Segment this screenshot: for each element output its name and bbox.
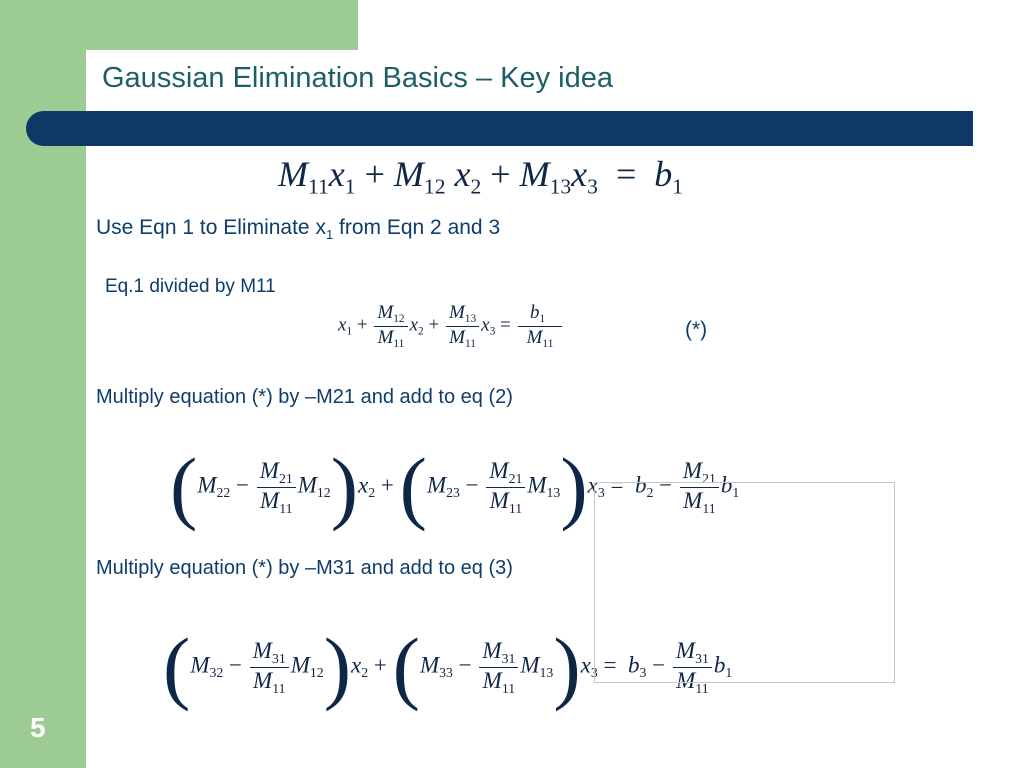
fraction-m13-m11: $\frac{M_{13}}{M_{11}}$ — [446, 302, 479, 351]
eq1-divided-label: Eq.1 divided by M11 — [105, 276, 276, 297]
use-eqn-label: Use Eqn 1 to Eliminate x — [96, 216, 326, 239]
fraction-m31-m11-a: $\frac{M_{31}}{M_{11}}$ — [250, 638, 289, 696]
equation-row-3: ($M_{32}$ − $\frac{M_{31}}{M_{11}}$ $M_{12})x_2 + (M_{33}$ − $\frac{M_{31}}{M_{11}}$ $M_{13})x_3 = b_3$ − $\frac{M_{31}}{M_{11}}$ $b_1$ — [163, 621, 733, 712]
title-underline-bar — [26, 111, 973, 146]
equation-1: $M_{11}x_1 + M_{12}$ $x_2 + M_{13}x_3 = b_1$ — [278, 154, 684, 199]
fraction-m21-m11-b: $\frac{M_{21}}{M_{11}}$ — [486, 458, 525, 516]
slide-top-band — [0, 0, 358, 50]
fraction-m21-m11-a: $\frac{M_{21}}{M_{11}}$ — [257, 458, 296, 516]
fraction-m31-m11-b: $\frac{M_{31}}{M_{11}}$ — [479, 638, 518, 696]
fraction-m31-m11-c: $\frac{M_{31}}{M_{11}}$ — [673, 638, 712, 696]
fraction-m12-m11: $\frac{M_{12}}{M_{11}}$ — [374, 302, 407, 351]
fraction-b1-m11: $\frac{b_1}{M_{11}}$ — [518, 302, 563, 351]
use-eqn-text — [96, 216, 500, 242]
star-label: (*) — [685, 318, 708, 341]
equation-row-2: ($M_{22}$ − $\frac{M_{21}}{M_{11}}$ $M_{12})x_2 + (M_{23}$ − $\frac{M_{21}}{M_{11}}$ $M_{13})x_3 = b_2$ − $\frac{M_{21}}{M_{11}}$ $b_1$ — [170, 441, 740, 532]
slide-number: 5 — [30, 712, 46, 743]
equation-star: $x_1$ + $\frac{M_{12}}{M_{11}}$ $x_2$ + $\frac{M_{13}}{M_{11}}$ $x_3$ = $\frac{b_1}{M_{11}}$ — [338, 302, 564, 351]
multiply-m21-text: Multiply equation (*) by –M21 and add to eq (2) — [96, 386, 513, 408]
fraction-m21-m11-c: $\frac{M_{21}}{M_{11}}$ — [680, 458, 719, 516]
slide-title: Gaussian Elimination Basics – Key idea — [102, 62, 613, 94]
use-eqn-subscript: 1 — [325, 227, 334, 243]
multiply-m31-text: Multiply equation (*) by –M31 and add to eq (3) — [96, 557, 513, 579]
use-eqn-tail: from Eqn 2 and 3 — [333, 216, 501, 239]
